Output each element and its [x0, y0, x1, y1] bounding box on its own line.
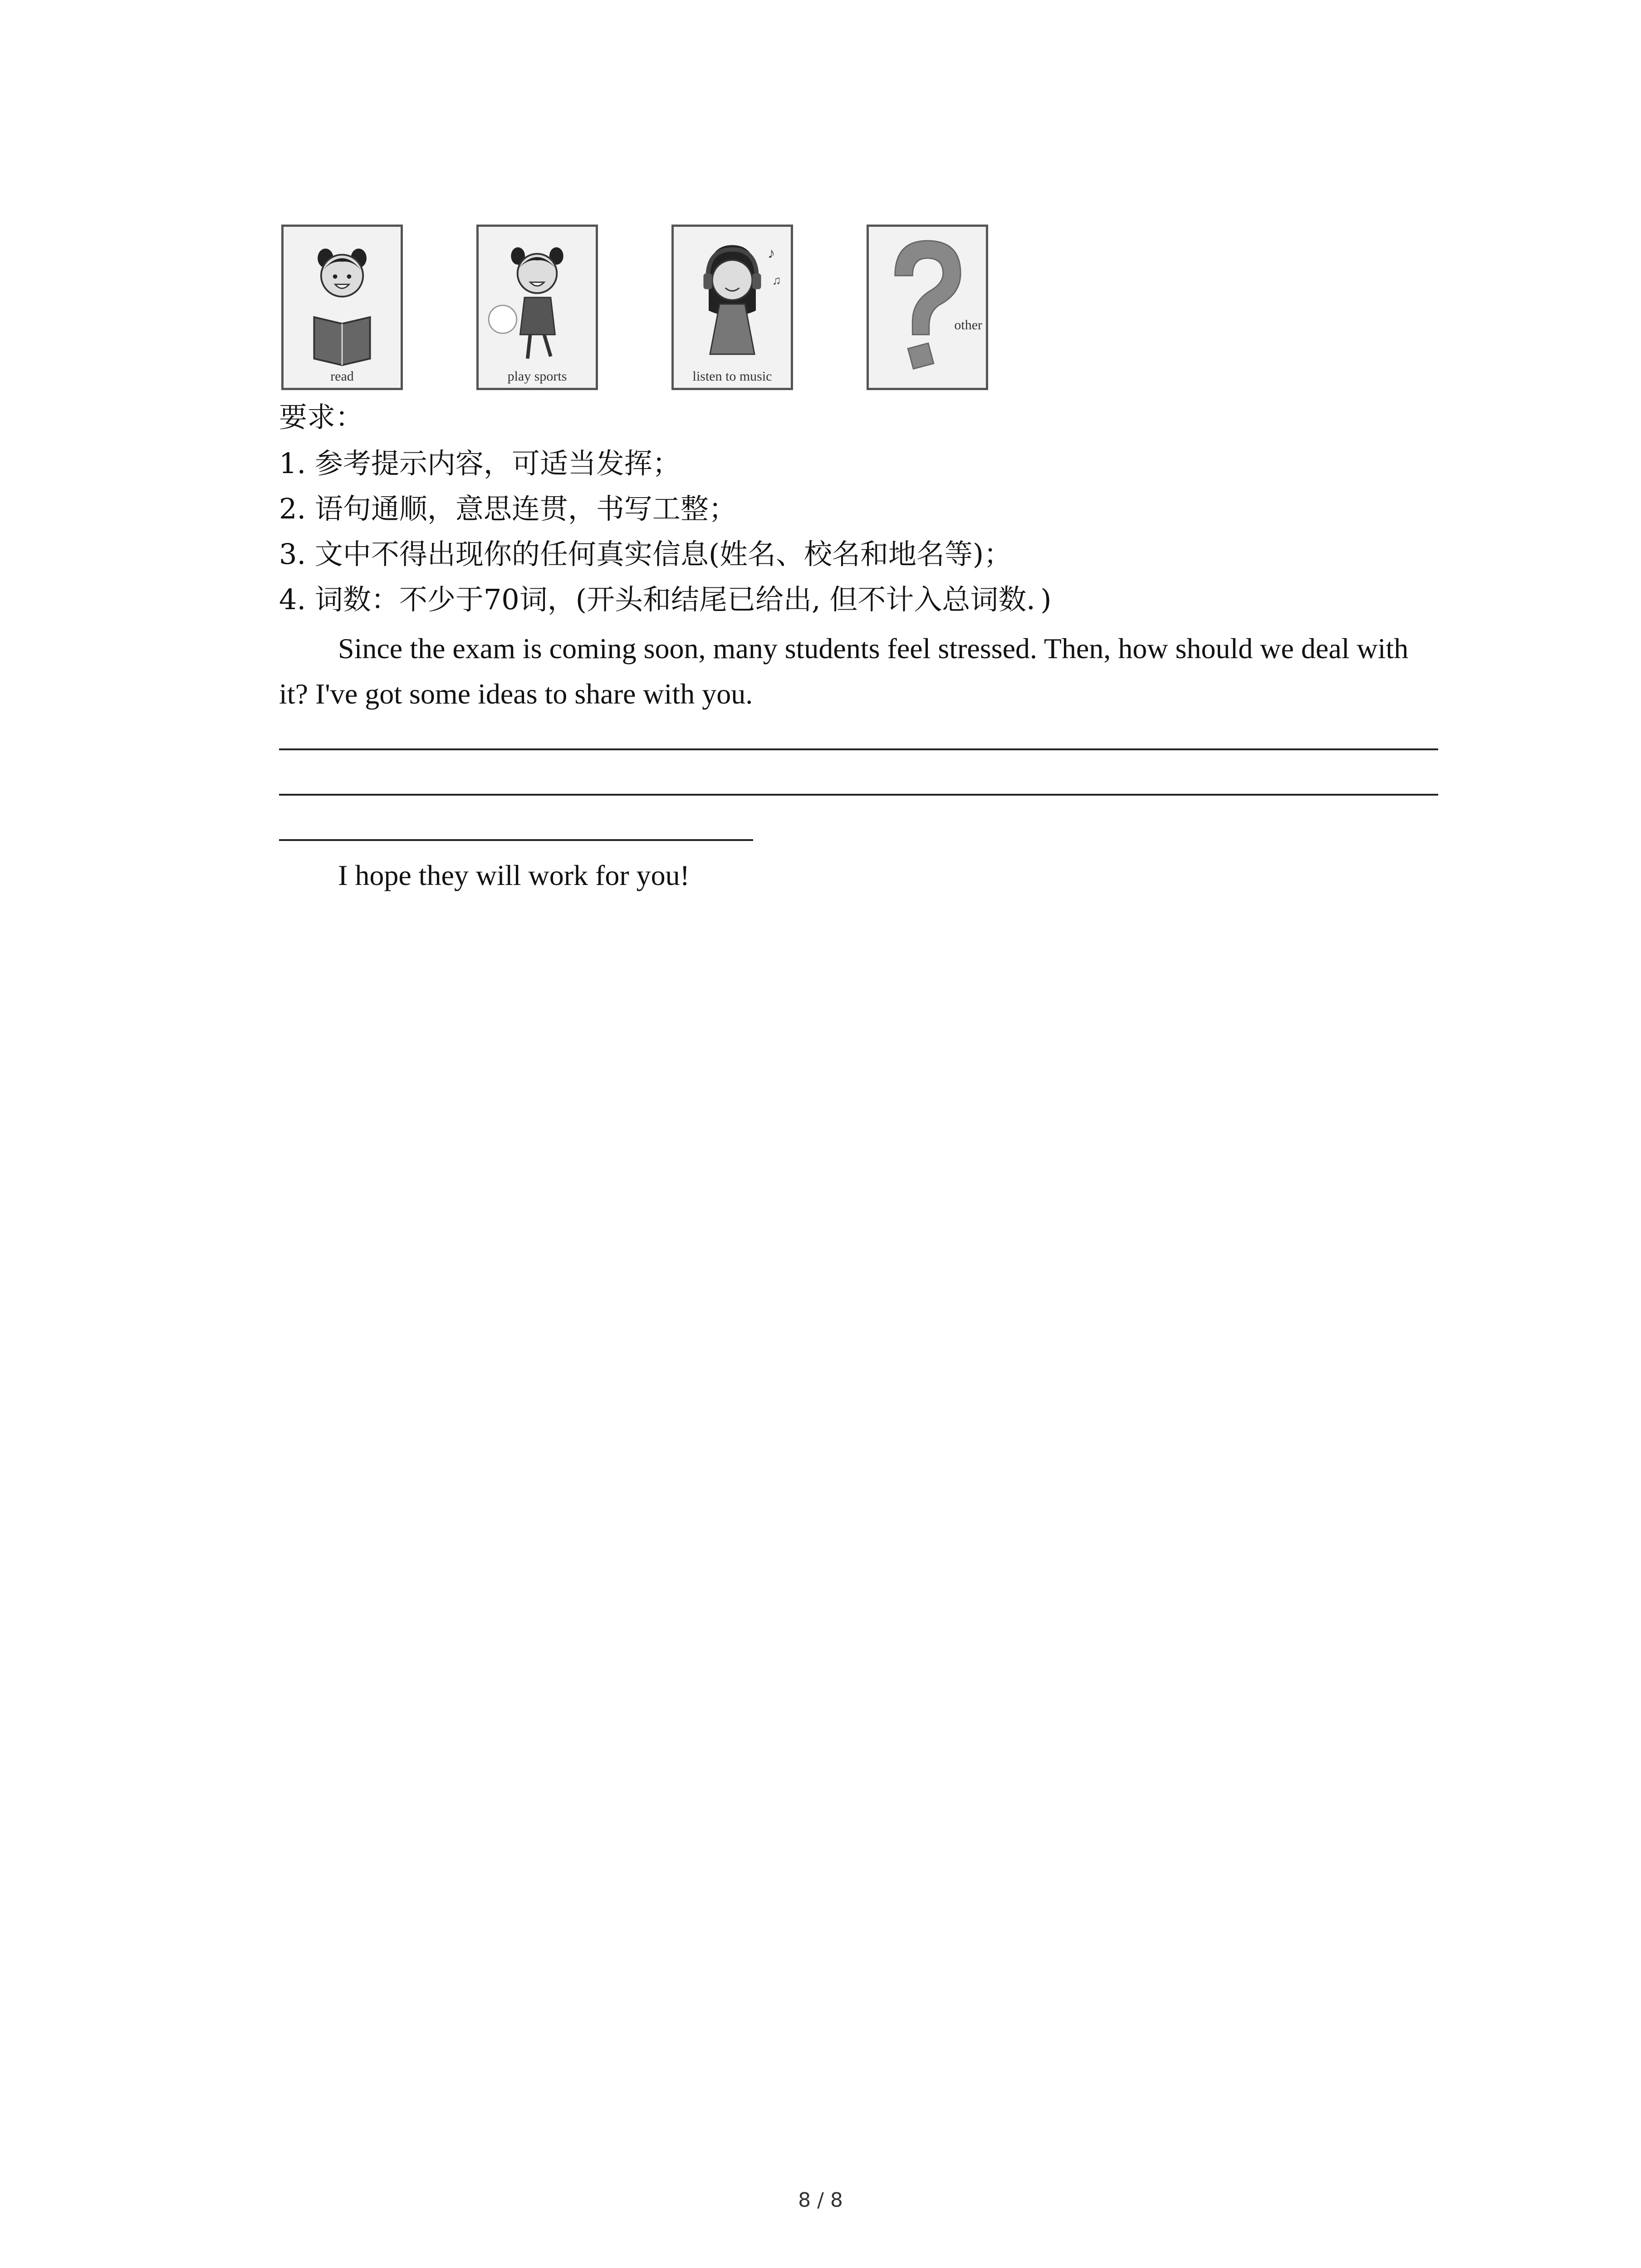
girl-playing-ball-icon: [479, 227, 596, 388]
girl-headphones-icon: [674, 227, 791, 388]
requirement-item: 2. 语句通顺，意思连贯，书写工整；: [279, 492, 737, 525]
requirements-title: 要求：: [279, 401, 364, 434]
card-caption: other: [954, 318, 982, 332]
essay-opening: Since the exam is coming soon, many students feel stressed. Then, how should we deal with it? I've got some ideas to share with you.: [279, 632, 1409, 710]
card-caption: play sports: [507, 369, 567, 384]
answer-line[interactable]: [279, 794, 1438, 796]
svg-text:♫: ♫: [772, 273, 781, 287]
svg-text:♪: ♪: [767, 245, 775, 262]
card-caption: listen to music: [692, 369, 772, 384]
card-other: [867, 225, 988, 390]
answer-line[interactable]: [279, 748, 1438, 750]
requirement-item: 4. 词数：不少于70词，(开头和结尾已给出, 但不计入总词数．): [279, 583, 1052, 616]
requirement-item: 3. 文中不得出现你的任何真实信息(姓名、校名和地名等)；: [279, 538, 1012, 571]
card-play-sports: [476, 225, 598, 390]
page-number: 8 / 8: [798, 2189, 843, 2212]
question-mark-icon: [869, 227, 986, 388]
card-read: [281, 225, 403, 390]
card-listen-to-music: [671, 225, 793, 390]
girl-reading-icon: [284, 227, 401, 388]
essay-closing: I hope they will work for you!: [338, 859, 690, 891]
answer-line[interactable]: [279, 839, 753, 841]
card-caption: read: [330, 369, 354, 384]
requirement-item: 1. 参考提示内容，可适当发挥；: [279, 447, 681, 480]
picture-prompts: [281, 225, 989, 392]
